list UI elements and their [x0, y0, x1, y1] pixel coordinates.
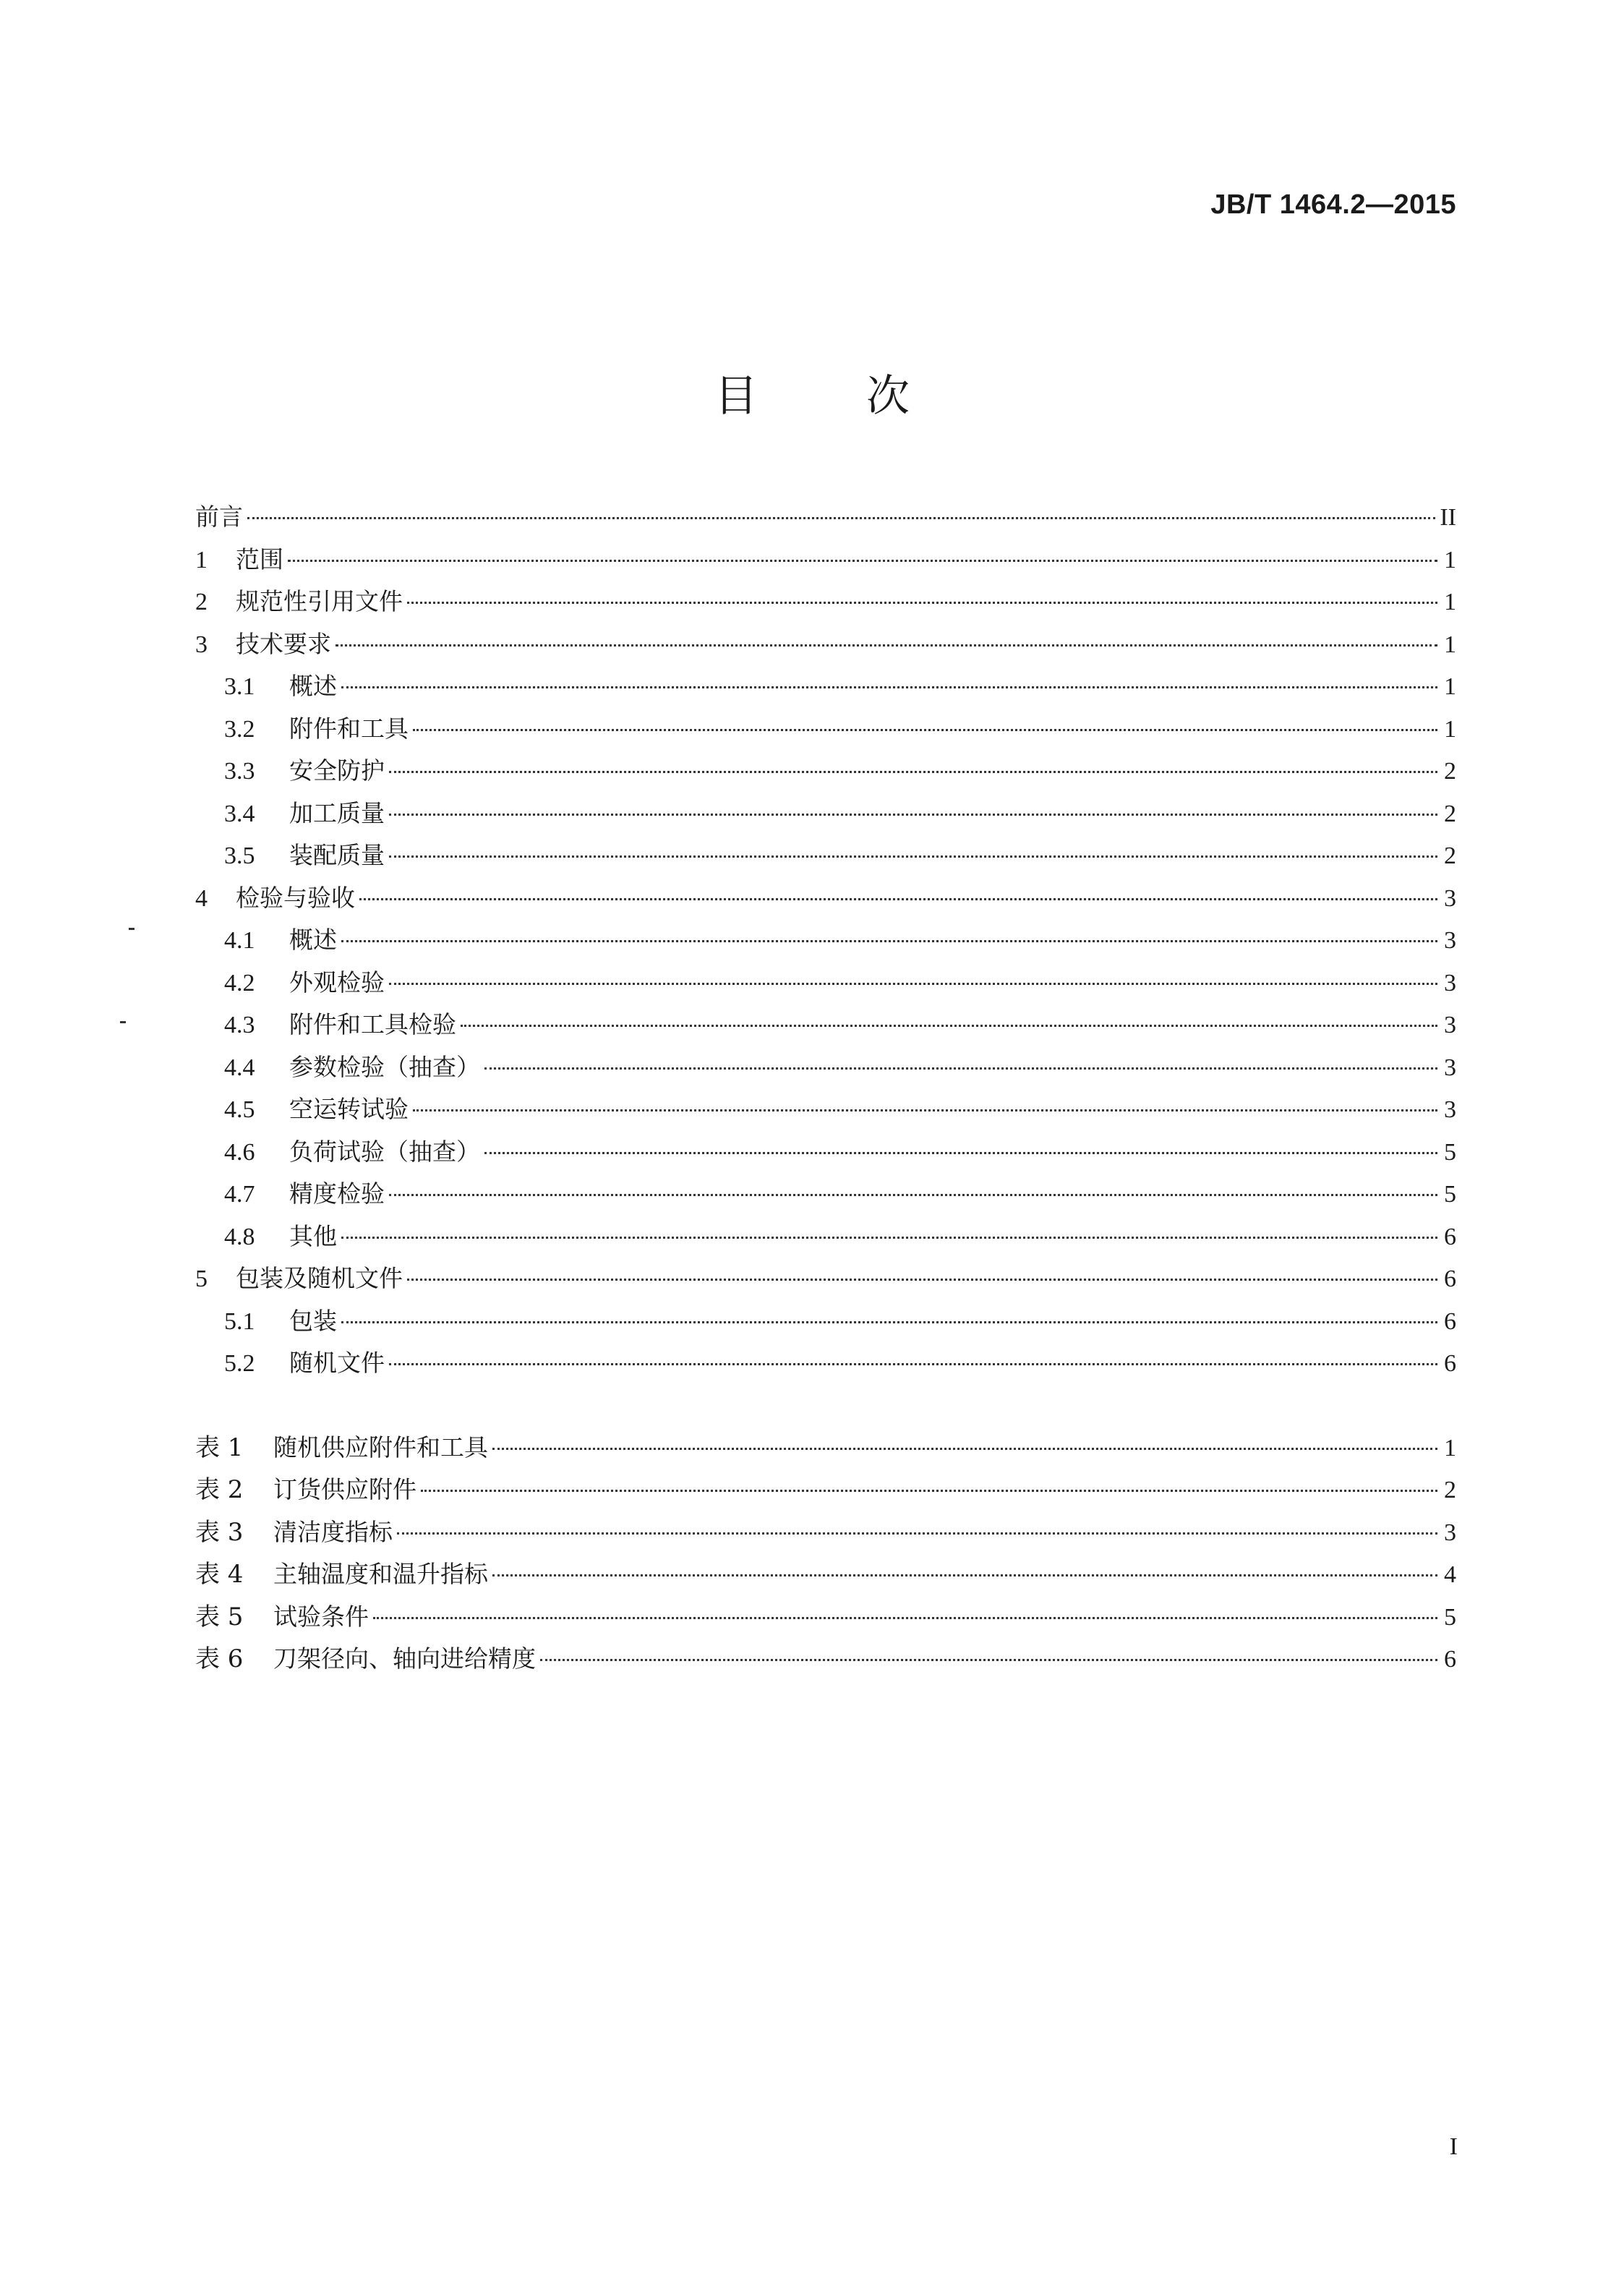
toc-entry-label: 空运转试验: [289, 1095, 409, 1123]
toc-leader-dots: [540, 1659, 1437, 1661]
toc-entry-number: 5.1: [224, 1307, 255, 1335]
toc-entry-label: 检验与验收: [236, 883, 355, 912]
toc-entry-label: 范围: [236, 545, 283, 573]
toc-leader-dots: [461, 1025, 1437, 1027]
toc-gap: [195, 1385, 1456, 1427]
toc-entry-label: 装配质量: [289, 841, 385, 869]
toc-entry-page: 3: [1444, 1096, 1456, 1123]
toc-entry-page: 6: [1444, 1646, 1456, 1673]
toc-entry-label: 技术要求: [236, 629, 331, 658]
toc-entry-number: 表 5: [195, 1602, 244, 1631]
toc-entry-page: 4: [1444, 1561, 1456, 1588]
toc-entry-page: 1: [1444, 1434, 1456, 1461]
toc-entry-number: 4.3: [224, 1012, 255, 1038]
toc-entry-number: 表 4: [195, 1560, 244, 1589]
toc-entry-page: 2: [1444, 758, 1456, 785]
toc-entry-label: 安全防护: [289, 756, 385, 785]
toc-entry-number: 表 3: [195, 1517, 244, 1547]
toc-entry-number: 2: [195, 589, 208, 615]
toc-leader-dots: [492, 1448, 1437, 1450]
toc-entry-number: 表 6: [195, 1644, 244, 1673]
toc-leader-dots: [492, 1574, 1437, 1576]
toc-entry[interactable]: [195, 1553, 1456, 1596]
toc-leader-dots: [373, 1617, 1437, 1619]
toc-entry-number: 3.3: [224, 758, 255, 785]
toc-entry-label: 前言: [195, 503, 243, 531]
toc-entry-page: 6: [1444, 1307, 1456, 1335]
toc-entry[interactable]: [195, 1216, 1456, 1258]
toc-entry-number: 表 1: [195, 1433, 244, 1462]
toc-entry-number: 3.2: [224, 715, 255, 743]
toc-entry-label: 附件和工具检验: [289, 1010, 456, 1038]
toc-entry-number: 4.7: [224, 1181, 255, 1208]
toc-entry-number: 4.4: [224, 1054, 255, 1081]
page-title: 目次: [714, 371, 1018, 422]
toc-entry-label: 精度检验: [289, 1179, 385, 1208]
toc-leader-dots: [336, 644, 1437, 647]
toc-leader-dots: [341, 1321, 1437, 1323]
toc-entry-number: 4.8: [224, 1223, 255, 1250]
toc-entry-label: 规范性引用文件: [236, 587, 403, 615]
toc-entry-page: 6: [1444, 1266, 1456, 1292]
toc-entry-page: 2: [1444, 800, 1456, 827]
toc-entry-page: 5: [1444, 1181, 1456, 1208]
page-number: I: [1449, 2133, 1458, 2160]
toc-entry-number: 5: [195, 1266, 208, 1292]
toc-entry[interactable]: [195, 1638, 1456, 1681]
toc-entry[interactable]: [195, 835, 1456, 877]
toc-entry-number: 5.2: [224, 1350, 255, 1377]
toc-leader-dots: [413, 729, 1437, 731]
toc-entry[interactable]: [195, 539, 1456, 581]
toc-entry-label: 随机供应附件和工具: [273, 1433, 488, 1461]
toc-entry-page: 3: [1444, 1054, 1456, 1081]
toc-entry-label: 订货供应附件: [273, 1475, 416, 1503]
toc-entry-page: 1: [1444, 715, 1456, 743]
toc-entry-label: 包装及随机文件: [236, 1264, 403, 1292]
toc-entry[interactable]: [195, 623, 1456, 666]
toc-leader-dots: [389, 1363, 1437, 1365]
toc-entry-label: 其他: [289, 1221, 337, 1250]
toc-leader-dots: [389, 983, 1437, 985]
toc-entry-label: 清洁度指标: [273, 1517, 393, 1546]
toc-entry-number: 表 2: [195, 1475, 244, 1504]
toc-leader-dots: [484, 1067, 1437, 1070]
toc-entry-label: 主轴温度和温升指标: [273, 1560, 488, 1588]
toc-entry-label: 试验条件: [273, 1602, 369, 1631]
toc-leader-dots: [359, 898, 1437, 900]
toc-entry[interactable]: [195, 962, 1456, 1004]
toc-leader-dots: [421, 1490, 1437, 1492]
toc-leader-dots: [341, 1237, 1437, 1239]
toc-entry[interactable]: [195, 750, 1456, 793]
toc-leader-dots: [247, 517, 1435, 519]
toc-entry-page: 1: [1444, 631, 1456, 658]
toc-entry[interactable]: [195, 1046, 1456, 1089]
toc-entry[interactable]: [195, 581, 1456, 623]
toc-entry[interactable]: [195, 1258, 1456, 1300]
toc-entry-page: 1: [1444, 673, 1456, 700]
toc-entry-page: 5: [1444, 1138, 1456, 1166]
toc-entry[interactable]: [195, 919, 1456, 962]
toc-entry-page: 3: [1444, 969, 1456, 997]
scan-mark: [120, 1021, 126, 1023]
toc-chapter-list: [195, 496, 1456, 1385]
toc-leader-dots: [407, 1279, 1437, 1281]
toc-entry[interactable]: [195, 496, 1456, 539]
toc-entry-number: 1: [195, 546, 208, 573]
toc-entry-page: 2: [1444, 842, 1456, 869]
toc-entry-page: 6: [1444, 1223, 1456, 1250]
toc-entry-page: 3: [1444, 1519, 1456, 1546]
toc-entry-page: II: [1440, 504, 1456, 531]
toc-entry-number: 3: [195, 631, 208, 658]
toc-entry[interactable]: [195, 708, 1456, 751]
toc-entry[interactable]: [195, 877, 1456, 920]
toc-entry-label: 刀架径向、轴向进给精度: [273, 1644, 536, 1673]
toc-leader-dots: [341, 940, 1437, 942]
toc-entry-page: 2: [1444, 1477, 1456, 1503]
toc-entry[interactable]: [195, 1088, 1456, 1131]
toc-leader-dots: [389, 771, 1437, 773]
toc-leader-dots: [341, 686, 1437, 688]
toc-leader-dots: [389, 855, 1437, 858]
toc-leader-dots: [407, 602, 1437, 604]
toc-entry-label: 外观检验: [289, 968, 385, 997]
toc-entry-number: 4.6: [224, 1138, 255, 1166]
toc-entry-label: 参数检验（抽查）: [289, 1052, 480, 1081]
table-of-contents: [195, 496, 1456, 1681]
toc-entry-number: 3.1: [224, 673, 255, 700]
document-code: JB/T 1464.2—2015: [1210, 189, 1456, 220]
toc-entry-label: 包装: [289, 1306, 337, 1335]
toc-entry-number: 4.2: [224, 969, 255, 997]
toc-leader-dots: [288, 560, 1437, 562]
toc-entry-label: 概述: [289, 926, 337, 954]
toc-leader-dots: [397, 1532, 1437, 1535]
toc-entry-page: 1: [1444, 589, 1456, 615]
toc-entry-number: 3.5: [224, 842, 255, 869]
toc-entry-page: 6: [1444, 1350, 1456, 1377]
toc-entry-label: 随机文件: [289, 1349, 385, 1377]
toc-entry-page: 3: [1444, 884, 1456, 912]
toc-entry[interactable]: [195, 1469, 1456, 1511]
toc-entry[interactable]: [195, 793, 1456, 835]
toc-entry[interactable]: [195, 1342, 1456, 1385]
toc-entry-page: 1: [1444, 546, 1456, 573]
toc-entry-number: 4.5: [224, 1096, 255, 1123]
toc-entry-page: 3: [1444, 1012, 1456, 1038]
toc-entry[interactable]: [195, 1300, 1456, 1343]
toc-entry[interactable]: [195, 1004, 1456, 1046]
toc-entry[interactable]: [195, 665, 1456, 708]
scan-mark: [129, 928, 134, 930]
toc-entry[interactable]: [195, 1596, 1456, 1639]
toc-leader-dots: [413, 1109, 1437, 1111]
toc-entry[interactable]: [195, 1511, 1456, 1554]
toc-entry-number: 3.4: [224, 800, 255, 827]
toc-entry[interactable]: [195, 1131, 1456, 1174]
toc-leader-dots: [484, 1152, 1437, 1154]
toc-entry-page: 5: [1444, 1603, 1456, 1631]
toc-entry-label: 概述: [289, 672, 337, 700]
toc-entry-label: 附件和工具: [289, 714, 409, 743]
toc-entry-label: 负荷试验（抽查）: [289, 1137, 480, 1166]
toc-entry[interactable]: [195, 1427, 1456, 1469]
toc-entry[interactable]: [195, 1173, 1456, 1216]
toc-entry-label: 加工质量: [289, 798, 385, 827]
toc-leader-dots: [389, 814, 1437, 816]
toc-leader-dots: [389, 1194, 1437, 1196]
toc-table-list: [195, 1427, 1456, 1681]
toc-entry-number: 4: [195, 884, 208, 912]
toc-entry-number: 4.1: [224, 927, 255, 954]
toc-entry-page: 3: [1444, 927, 1456, 954]
